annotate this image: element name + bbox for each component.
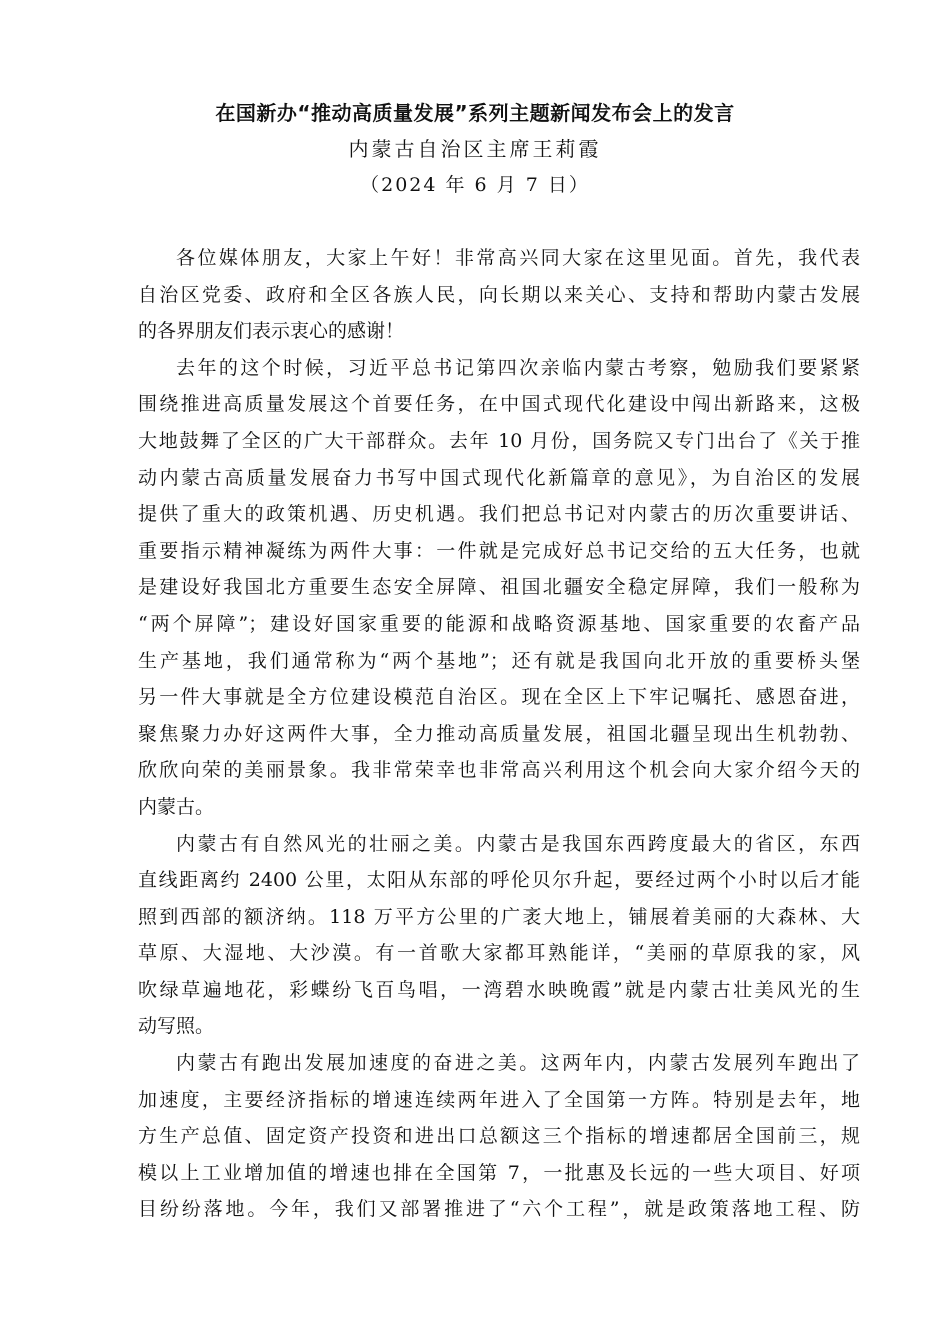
text-line: 各位媒体朋友，大家上午好！非常高兴同大家在这里见面。首先，我代表 xyxy=(176,247,860,269)
text-line: 欣欣向荣的美丽景象。我非常荣幸也非常高兴利用这个机会向大家介绍今天的 xyxy=(138,759,860,782)
paragraph-natural-beauty xyxy=(100,826,860,1046)
text-line: 大地鼓舞了全区的广大干部群众。去年 10 月份，国务院又专门出台了《关于推 xyxy=(138,429,860,452)
document-date: （2024 年 6 月 7 日） xyxy=(360,174,590,196)
text-line: 草原、大湿地、大沙漠。有一首歌大家都耳熟能详，“美丽的草原我的家，风 xyxy=(138,942,860,965)
text-line: 动写照。 xyxy=(138,1015,215,1038)
text-line: 围绕推进高质量发展这个首要任务，在中国式现代化建设中闯出新路来，这极 xyxy=(138,393,860,416)
text-line: “两个屏障”；建设好国家重要的能源和战略资源基地、国家重要的农畜产品 xyxy=(138,612,860,635)
paragraph-background xyxy=(100,350,860,826)
text-line: 内蒙古有自然风光的壮丽之美。内蒙古是我国东西跨度最大的省区，东西 xyxy=(176,832,860,855)
document-author: 内蒙古自治区主席王莉霞 xyxy=(348,137,602,161)
text-line: 另一件大事就是全方位建设模范自治区。现在全区上下牢记嘱托、感恩奋进， xyxy=(138,686,860,709)
text-line: 吹绿草遍地花，彩蝶纷飞百鸟唱，一湾碧水映晚霞”就是内蒙古壮美风光的生 xyxy=(138,978,860,1001)
text-line: 加速度，主要经济指标的增速连续两年进入了全国第一方阵。特别是去年，地 xyxy=(138,1088,860,1111)
text-line: 内蒙古。 xyxy=(138,795,215,818)
text-line: 自治区党委、政府和全区各族人民，向长期以来关心、支持和帮助内蒙古发展 xyxy=(138,283,860,306)
text-line: 的各界朋友们表示衷心的感谢！ xyxy=(138,320,405,343)
text-line: 去年的这个时候，习近平总书记第四次亲临内蒙古考察，勉励我们要紧紧 xyxy=(176,356,860,379)
text-line: 模以上工业增加值的增速也排在全国第 7，一批惠及长远的一些大项目、好项 xyxy=(138,1161,860,1184)
text-line: 动内蒙古高质量发展奋力书写中国式现代化新篇章的意见》，为自治区的发展 xyxy=(138,466,860,489)
paragraph-greeting xyxy=(100,240,860,350)
text-line: 方生产总值、固定资产投资和进出口总额这三个指标的增速都居全国前三，规 xyxy=(138,1125,860,1148)
text-line: 是建设好我国北方重要生态安全屏障、祖国北疆安全稳定屏障，我们一般称为 xyxy=(138,576,860,599)
text-line: 生产基地，我们通常称为“两个基地”；还有就是我国向北开放的重要桥头堡 xyxy=(138,649,860,672)
text-line: 提供了重大的政策机遇、历史机遇。我们把总书记对内蒙古的历次重要讲话、 xyxy=(138,503,860,526)
text-line: 直线距离约 2400 公里，太阳从东部的呼伦贝尔升起，要经过两个小时以后才能 xyxy=(138,869,860,892)
text-line: 内蒙古有跑出发展加速度的奋进之美。这两年内，内蒙古发展列车跑出了 xyxy=(176,1052,860,1075)
document-body xyxy=(100,240,860,1228)
paragraph-development xyxy=(100,1045,860,1228)
text-line: 重要指示精神凝练为两件大事：一件就是完成好总书记交给的五大任务，也就 xyxy=(138,539,860,562)
text-line: 聚焦聚力办好这两件大事，全力推动高质量发展，祖国北疆呈现出生机勃勃、 xyxy=(138,722,860,745)
text-line: 照到西部的额济纳。118 万平方公里的广袤大地上，铺展着美丽的大森林、大 xyxy=(138,905,860,928)
text-line: 目纷纷落地。今年，我们又部署推进了“六个工程”，就是政策落地工程、防 xyxy=(138,1198,860,1221)
document-title: 在国新办“推动高质量发展”系列主题新闻发布会上的发言 xyxy=(215,101,735,125)
